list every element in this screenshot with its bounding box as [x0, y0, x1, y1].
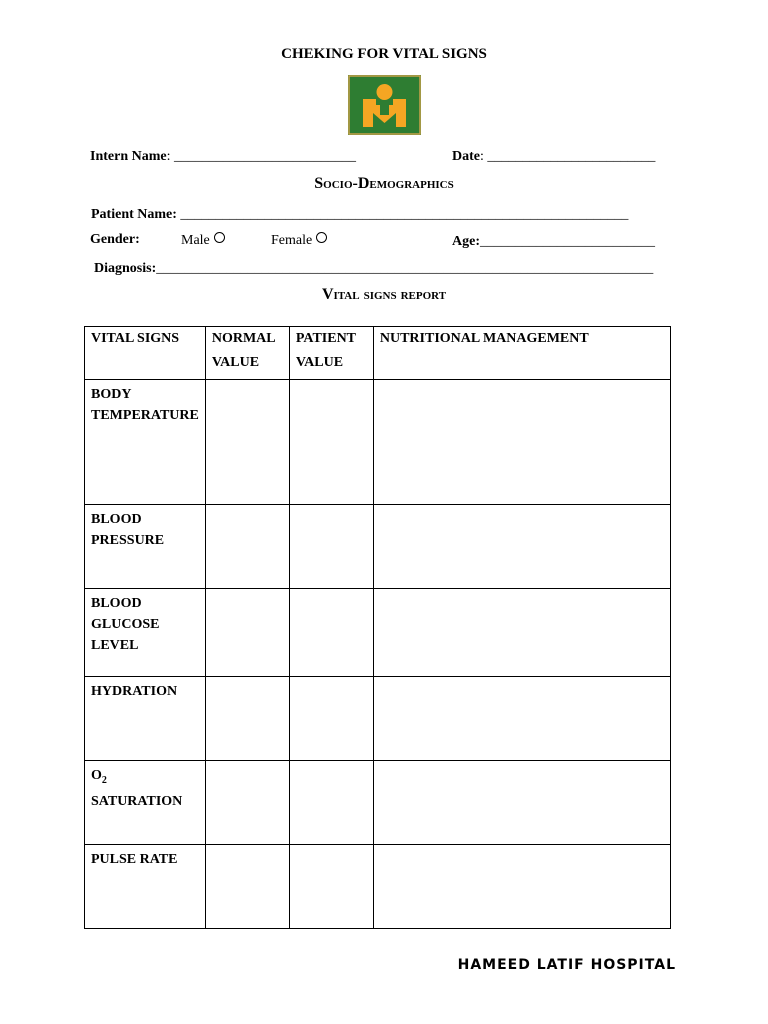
- diagnosis-label: Diagnosis:: [94, 261, 157, 276]
- normal-value-cell[interactable]: [205, 589, 289, 677]
- intern-name-blank[interactable]: : __________________________: [166, 149, 356, 164]
- male-radio-icon[interactable]: [214, 232, 225, 243]
- date-label: Date: [452, 149, 480, 164]
- nutritional-management-cell[interactable]: [373, 589, 670, 677]
- table-row: [85, 677, 671, 761]
- diagnosis-blank[interactable]: _______________________________________________________________________: [156, 261, 654, 276]
- row-label: BODY TEMPERATURE: [85, 380, 206, 505]
- table-row: [85, 589, 671, 677]
- nutritional-management-cell[interactable]: [373, 845, 670, 929]
- column-header-patient-value: PATIENT VALUE: [289, 327, 373, 380]
- intern-name-label: Intern Name: [90, 149, 167, 164]
- date-field: [452, 147, 655, 165]
- normal-value-cell[interactable]: [205, 845, 289, 929]
- patient-value-cell[interactable]: [289, 589, 373, 677]
- normal-value-cell[interactable]: [205, 761, 289, 845]
- row-label: PULSE RATE: [85, 845, 206, 929]
- age-label: Age:: [452, 234, 480, 249]
- hospital-logo: [348, 75, 421, 135]
- intern-name-field: [90, 147, 356, 165]
- row-label: BLOOD PRESSURE: [85, 505, 206, 589]
- table-row: [85, 845, 671, 929]
- row-label: HYDRATION: [85, 677, 206, 761]
- hospital-name-footer: HAMEED LATIF HOSPITAL: [457, 957, 676, 973]
- female-label: Female: [271, 233, 313, 248]
- o2-symbol: O: [91, 768, 102, 783]
- age-blank[interactable]: _________________________: [480, 234, 655, 249]
- row-label: [85, 761, 206, 845]
- table-header-row: [85, 327, 671, 380]
- row-label: BLOOD GLUCOSE LEVEL: [85, 589, 206, 677]
- patient-name-blank[interactable]: ________________________________________________________________: [176, 207, 629, 222]
- page-title: CHEKING FOR VITAL SIGNS: [281, 46, 487, 62]
- patient-name-label: Patient Name:: [91, 207, 177, 222]
- diagnosis-field: [94, 259, 653, 277]
- gender-female-option[interactable]: [271, 232, 327, 249]
- column-header-normal-value: NORMAL VALUE: [205, 327, 289, 380]
- normal-value-cell[interactable]: [205, 380, 289, 505]
- column-header-vital-signs: VITAL SIGNS: [85, 327, 206, 380]
- patient-value-cell[interactable]: [289, 761, 373, 845]
- normal-value-cell[interactable]: [205, 677, 289, 761]
- date-blank[interactable]: : ________________________: [480, 149, 656, 164]
- socio-demographics-heading: Socio-Demographics: [314, 175, 454, 192]
- vital-signs-table: [84, 326, 671, 929]
- patient-value-cell[interactable]: [289, 677, 373, 761]
- vital-signs-report-heading: Vital signs report: [321, 286, 447, 303]
- gender-male-option[interactable]: [181, 232, 225, 249]
- table-row: [85, 380, 671, 505]
- nutritional-management-cell[interactable]: [373, 761, 670, 845]
- normal-value-cell[interactable]: [205, 505, 289, 589]
- table-row: [85, 505, 671, 589]
- patient-value-cell[interactable]: [289, 505, 373, 589]
- age-field: [452, 232, 655, 250]
- column-header-nutritional-management: NUTRITIONAL MANAGEMENT: [373, 327, 670, 380]
- nutritional-management-cell[interactable]: [373, 505, 670, 589]
- gender-label: Gender:: [90, 232, 140, 247]
- patient-value-cell[interactable]: [289, 845, 373, 929]
- patient-name-field: [91, 205, 628, 223]
- nutritional-management-cell[interactable]: [373, 677, 670, 761]
- nutritional-management-cell[interactable]: [373, 380, 670, 505]
- male-label: Male: [181, 233, 210, 248]
- patient-value-cell[interactable]: [289, 380, 373, 505]
- saturation-label: SATURATION: [91, 793, 183, 809]
- female-radio-icon[interactable]: [316, 232, 327, 243]
- o2-subscript: 2: [101, 774, 107, 786]
- table-row: [85, 761, 671, 845]
